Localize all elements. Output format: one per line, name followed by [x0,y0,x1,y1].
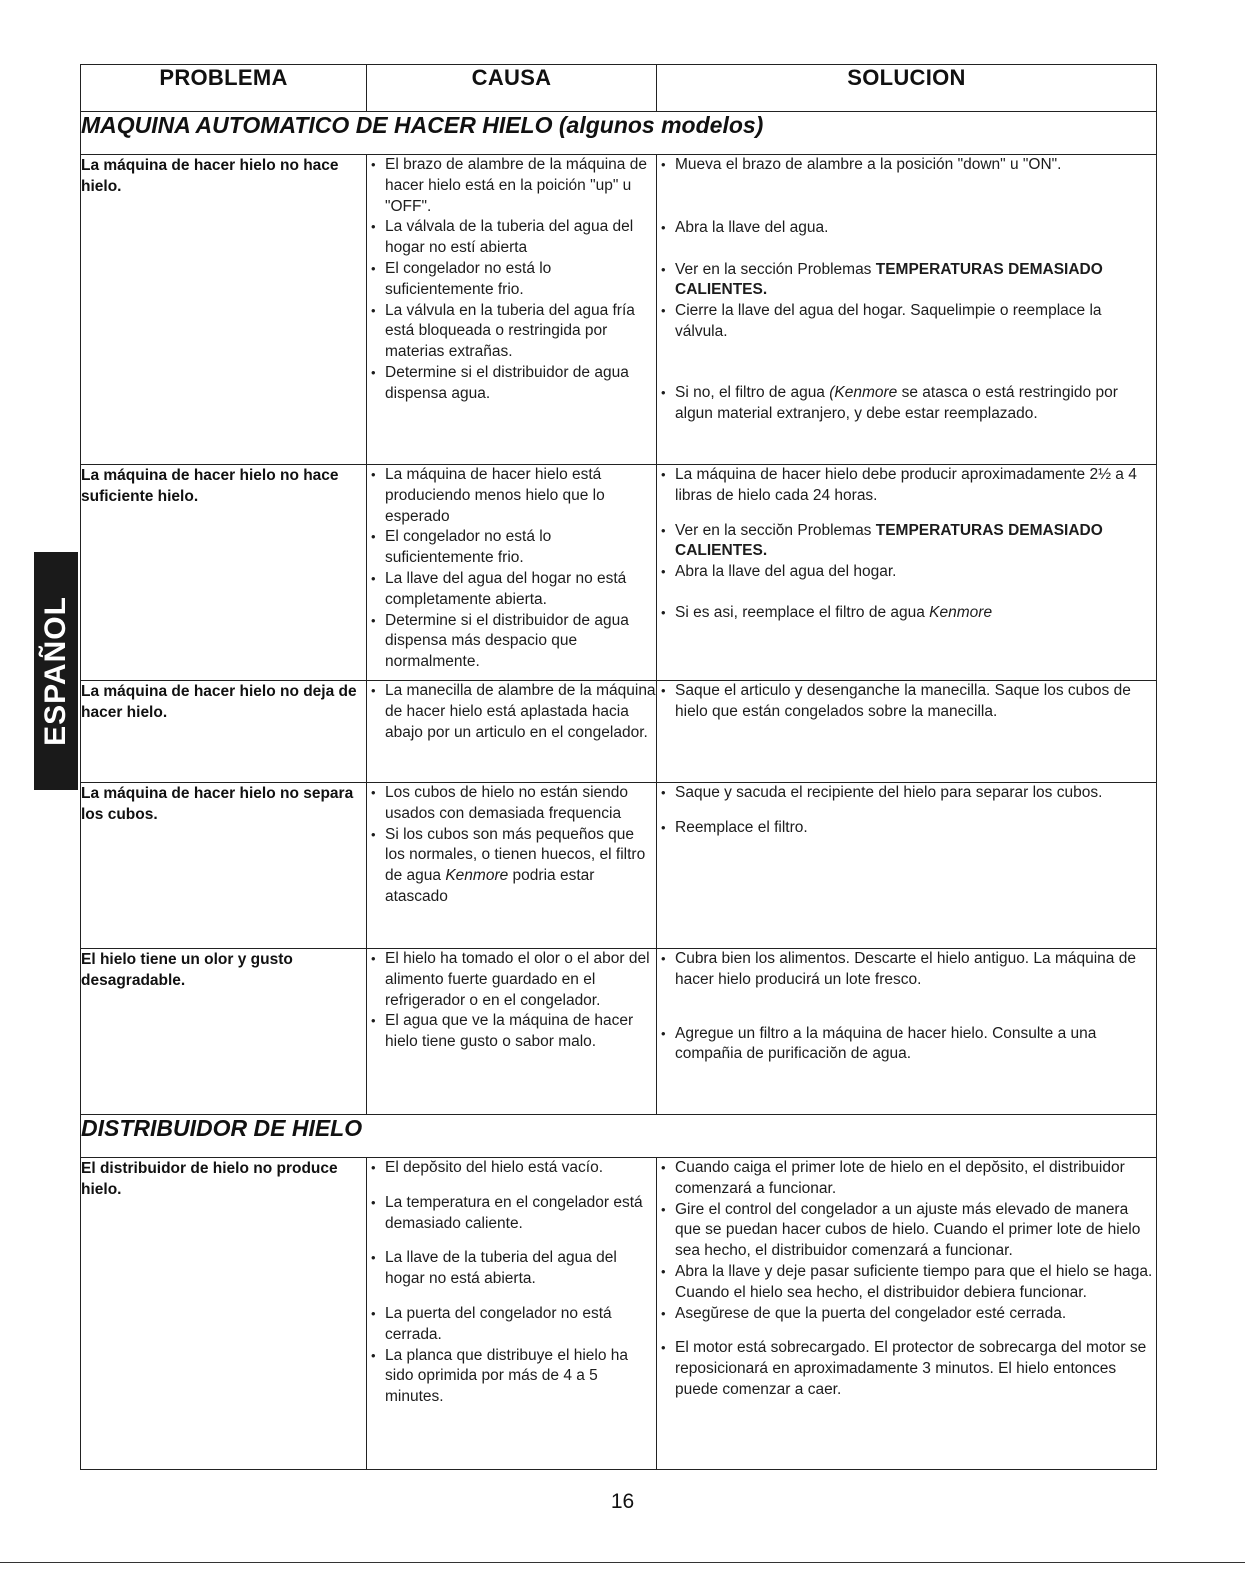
language-side-tab [34,552,78,790]
problem-cell: El hielo tiene un olor y gusto desagradable. [81,949,367,1115]
bottom-divider [0,1562,1245,1563]
solution-cell [657,155,1157,465]
solution-item: • Cubra bien los alimentos. Descarte el hielo antiguo. La máquina de hacer hielo producirá un lote fresco. [657,949,1156,991]
cause-cell [367,681,657,783]
cause-item: • La temperatura en el congelador está demasiado caliente. [367,1193,656,1235]
solution-item: • Ver en la sección Problemas TEMPERATURAS DEMASIADO CALIENTES. [657,260,1156,302]
table-row [81,465,1157,681]
problem-cell: La máquina de hacer hielo no deja de hacer hielo. [81,681,367,783]
solution-cell [657,681,1157,783]
page-number: 16 [610,1490,635,1513]
header-row [81,65,1157,112]
header-causa: CAUSA [367,65,657,112]
cause-cell [367,465,657,681]
cause-item: • La válvala de la tuberia del agua del hogar no estí abierta [367,217,656,259]
section-row [81,1115,1157,1158]
cause-item: • La máquina de hacer hielo está produciendo menos hielo que lo esperado [367,465,656,527]
cause-item: • El brazo de alambre de la máquina de hacer hielo está en la poición "up" u "OFF". [367,155,656,217]
cause-item: • Determine si el distribuidor de agua dispensa más despacio que normalmente. [367,611,656,673]
solution-cell [657,783,1157,949]
problem-cell: La máquina de hacer hielo no hace hielo. [81,155,367,465]
section-title-ice-maker: MAQUINA AUTOMATICO DE HACER HIELO (algunos modelos) [81,112,1157,155]
cause-item: • El congelador no está lo suficientemente frio. [367,259,656,301]
cause-item: • El agua que ve la máquina de hacer hielo tiene gusto o sabor malo. [367,1011,656,1053]
cause-item: • La llave del agua del hogar no está completamente abierta. [367,569,656,611]
problem-cell: El distribuidor de hielo no produce hielo. [81,1158,367,1470]
solution-item: • Abra la llave y deje pasar suficiente tiempo para que el hielo se haga. Cuando el hielo sea hecho, el distribuidor debiera funcionar. [657,1262,1156,1304]
solution-item: • Mueva el brazo de alambre a la posición "down" u "ON". [657,155,1156,176]
cause-cell [367,1158,657,1470]
solution-item: • Cuando caiga el primer lote de hielo en el depŏsito, el distribuidor comenzará a funcionar. [657,1158,1156,1200]
table-row [81,155,1157,465]
cause-item: • El hielo ha tomado el olor o el abor del alimento fuerte guardado en el refrigerador o en el congelador. [367,949,656,1011]
solution-item: • Cierre la llave del agua del hogar. Saquelimpie o reemplace la válvula. [657,301,1156,343]
solution-item: • Agregue un filtro a la máquina de hacer hielo. Consulte a una compañia de purificaciŏn de agua. [657,1024,1156,1066]
solution-cell [657,465,1157,681]
solution-item: • Reemplace el filtro. [657,818,1156,839]
solution-item: • El motor está sobrecargado. El protector de sobrecarga del motor se reposicionará en aproximadamente 3 minutos. El hielo entonces puede comenzar a caer. [657,1338,1156,1400]
solution-item: • Abra la llave del agua. [657,218,1156,239]
table-row [81,783,1157,949]
cause-item: • El congelador no está lo suficientemente frio. [367,527,656,569]
solution-cell [657,1158,1157,1470]
cause-item: • Los cubos de hielo no están siendo usados con demasiada frequencia [367,783,656,825]
cause-cell [367,949,657,1115]
problem-cell: La máquina de hacer hielo no hace suficiente hielo. [81,465,367,681]
cause-cell [367,155,657,465]
section-row [81,112,1157,155]
cause-item: • La válvula en la tuberia del agua fría está bloqueada o restringida por materias extrañas. [367,301,656,363]
table-row [81,681,1157,783]
cause-item: • El depŏsito del hielo está vacío. [367,1158,656,1179]
solution-item: • Si es asi, reemplace el filtro de agua Kenmore [657,603,1156,624]
solution-item: • Saque y sacuda el recipiente del hielo para separar los cubos. [657,783,1156,804]
table-row [81,949,1157,1115]
header-solucion: SOLUCION [657,65,1157,112]
solution-item: • Saque el articulo y desenganche la manecilla. Saque los cubos de hielo que están congelados sobre la manecilla. [657,681,1156,723]
troubleshooting-table [80,64,1157,1470]
problem-cell: La máquina de hacer hielo no separa los cubos. [81,783,367,949]
solution-item: • La máquina de hacer hielo debe producir aproximadamente 2½ a 4 libras de hielo cada 24 horas. [657,465,1156,507]
cause-cell [367,783,657,949]
solution-item: • Abra la llave del agua del hogar. [657,562,1156,583]
cause-item: • La planca que distribuye el hielo ha sido oprimida por más de 4 a 5 minutes. [367,1346,656,1408]
solution-cell [657,949,1157,1115]
cause-item: • La puerta del congelador no está cerrada. [367,1304,656,1346]
cause-item: • Si los cubos son más pequeños que los normales, o tienen huecos, el filtro de agua Kenmore podria estar atascado [367,825,656,908]
solution-item: • Asegŭrese de que la puerta del congelador esté cerrada. [657,1304,1156,1325]
solution-item: • Si no, el filtro de agua (Kenmore se atasca o está restringido por algun material extranjero, y debe estar reemplazado. [657,383,1156,425]
table-row [81,1158,1157,1470]
header-problema: PROBLEMA [81,65,367,112]
cause-item: • Determine si el distribuidor de agua dispensa agua. [367,363,656,405]
language-tab-label: ESPAÑOL [39,596,73,746]
section-title-ice-dispenser: DISTRIBUIDOR DE HIELO [81,1115,1157,1158]
cause-item: • La llave de la tuberia del agua del hogar no está abierta. [367,1248,656,1290]
solution-item: • Ver en la secciŏn Problemas TEMPERATURAS DEMASIADO CALIENTES. [657,521,1156,563]
cause-item: • La manecilla de alambre de la máquina de hacer hielo está aplastada hacia abajo por un articulo en el congelador. [367,681,656,743]
solution-item: • Gire el control del congelador a un ajuste más elevado de manera que se puedan hacer cubos de hielo. Cuando el primer lote de hielo sea hecho, el distribuidor comenzará a funcionar. [657,1200,1156,1262]
